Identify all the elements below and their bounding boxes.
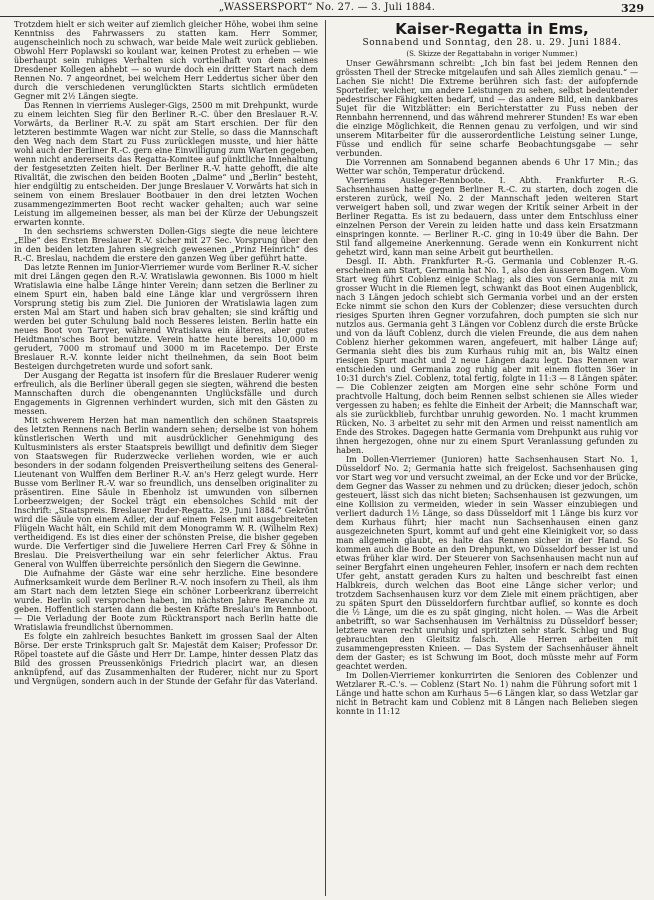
left-column <box>14 20 318 892</box>
paragraph: Die Vorrennen am Sonnabend begannen abends 6 Uhr 17 Min.; das Wetter war schön, Temperatur drückend. <box>336 158 638 176</box>
paragraph: Der Ausgang der Regatta ist insofern für die Breslauer Ruderer wenig erfreulich, als die Berliner überall gegen sie siegten, während die besten Mannschaften durch die obengenannten Unglücksfälle und durch Engagements in Gigrennen verhindert wurden, sich mit den Gästen zu messen. <box>14 371 318 416</box>
paragraph: Desgl. II. Abth. Frankfurter R.-G. Germania und Coblenzer R.-G. erscheinen am Start, Germania hat No. 1, also den äusseren Bogen. Vom Start weg führt Coblenz einige Schlag; als dies von Germania mit zu grosser Wucht in die Riemen legt, schwankt das Boot einen Augenblick, nach 3 Längen jedoch schiebt sich Germania vorbei und an der ersten Ecke nimmt sie schon den Kurs der Coblenzer; diese versuchten durch riesiges Spurten ihren Gegner vorzufahren, doch pumpten sie sich nur nutzlos aus. Germania geht 3 Längen vor Coblenz durch die erste Brücke und von da läuft Coblenz, durch die vielen Freunde, die aus dem nahen Coblenz hierher gekommen waren, angefeuert, mit halber Länge auf; Germania sieht dies bis zum Kurhaus ruhig mit an, bis Waltz einen riesigen Spurt macht und 2 neue Längen dazu legt. Das Rennen war entschieden und Germania zog ruhig aber mit einem flotten 36er in 10:31 durch's Ziel. Coblenz, total fertig, folgte in 11:3 — 8 Längen später. — Die Coblenzer zeigten am Morgen eine sehr schöne Form und prachtvolle Haltung, doch beim Rennen selbst schienen sie Alles wieder vergessen zu haben; es fehlte die Einheit der Arbeit; die Mannschaft war, als sie zurückblieb, furchtbar unruhig geworden. No. 1 macht krummen Rücken, No. 3 arbeitet zu sehr mit den Armen und reisst namentlich am Ende des Strokes. Dagegen hatte Germania vom Drehpunkt aus ruhig vor ihnen hergezogen, ohne nur zu einem Spurt Veranlassung gefunden zu haben. <box>336 257 638 455</box>
paragraph: Das letzte Rennen im Junior-Vierriemer wurde vom Berliner R.-V. sicher mit drei Längen gegen den R.-V. Wratislawia gewonnen. Bis 1000 m hielt Wratislawia eine halbe Länge hinter Verein; dann setzen die Berliner zu einem Spurt ein, haben bald eine Länge klar und vergrössern ihren Vorsprung stetig bis zum Ziel. Die Junioren der Wratislawia lagen zum ersten Mal am Start und haben sich brav gehalten; sie sind kräftig und werden bei guter Schulung bald noch Besseres leisten. Berlin hatte ein neues Boot von Tarryer, während Wratislawa ein älteres, aber gutes Heidtmann'sches Boot benutzte. Verein hatte heute bereits 10,000 m gerudert, 7000 m stromauf und 3000 m im Racetempo. Der Erste Breslauer R.-V. konnte leider nicht theilnehmen, da sein Boot beim Besteigen durchgetreten wurde und sofort sank. <box>14 263 318 371</box>
article-note: (S. Skizze der Regattabahn in voriger Nummer.) <box>406 50 578 58</box>
paragraph: Mit schwerem Herzen hat man namentlich den schönen Staatspreis des letzten Rennens nach Berlin wandern sehen; derselbe ist von hohem künstlerischen Werth und mit ausdrücklicher Genehmigung des Kultusministers als erster Staatspreis bewilligt und definitiv dem Sieger von Staatswegen für Ruderzwecke verliehen worden, wie er auch besonders in der sodann folgenden Preisvertheilung seitens des General-Lieutenant von Wulffen dem Berliner R.-V. an's Herz gelegt wurde. Herr Busse vom Berliner R.-V. war so freundlich, uns denselben originaliter zu präsentiren. Eine Säule in Ebenholz ist umwunden von silbernen Lorbeerzweigen; der Sockel trägt ein ebensolches Schild mit der Inschrift: „Staatspreis. Breslauer Ruder-Regatta. 29. Juni 1884.“ Gekrönt wird die Säule von einem Adler, der auf einem Felsen mit ausgebreiteten Flügeln Wacht hält, ein Schild mit dem Monogramm W. R. (Wilhelm Rex) vertheidigend. Es ist dies einer der schönsten Preise, die bisher gegeben wurde. Die Verfertiger sind die Juweliere Herren Carl Frey & Söhne in Breslau. Die Preisvertheilung war ein sehr feierlicher Aktus. Frau General von Wulffen überreichte persönlich den Siegern die Gewinne. <box>14 416 318 569</box>
column-divider <box>325 20 326 896</box>
paragraph: Im Dollen-Vierriemer (Junioren) hatte Sachsenhausen Start No. 1, Düsseldorf No. 2; Germania hatte sich freigelost. Sachsenhausen ging vor Start weg vor und versucht zweimal, an der Ecke und vor der Brücke, dem Gegner das Wasser zu nehmen und zu drücken; dieser jedoch, schön gesteuert, lässt sich das nicht bieten; Sachsenhausen ist gezwungen, um eine Kollision zu vermeiden, wieder in sein Wasser einzubiegen und verliert dadurch 1½ Länge, so dass Düsseldorf mit 1 Länge bis kurz vor dem Kurhaus führt; hier macht nun Sachsenhausen einen ganz ausgezeichneten Spurt, kommt auf und geht eine Kleinigkeit vor, so dass man allgemein glaubt, es halte das Rennen sicher in der Hand. So kommen auch die Boote an den Drehpunkt, wo Düsseldorf besser ist und etwas früher klar wird. Der Steuerer von Sachsenhausen macht nun auf seiner Bergfahrt einen ungeheuren Fehler, insofern er nach dem rechten Ufer geht, anstatt geraden Kurs zu halten und beschreibt fast einen Halbkreis, durch welchen das Boot eine Länge sicher verlor; und trotzdem Sachsenhausen kurz vor dem Ziele mit einem prächtigen, aber zu späten Spurt den Düsseldorfern furchtbar auflief, so konnte es doch die ½ Länge, um die es zu spät ginging, nicht holen. — Was die Arbeit anbetrifft, so war Sachsenhausen im Verhältniss zu Düsseldorf besser; letztere waren recht unruhig und spritzten sehr stark. Schlag und Bug gebrauchten den Gleitsitz falsch. Alle Herren arbeiten mit zusammengepressten Knieen. — Das System der Sachsenhäuser ähnelt dem der Gaster; es ist Schwung im Boot, doch müsste mehr auf Form geachtet werden. <box>336 455 638 671</box>
paragraph: Das Rennen in vierriems Ausleger-Gigs, 2500 m mit Drehpunkt, wurde zu einem leichten Sieg für den Berliner R.-C. über den Breslauer R.-V. Vorwärts, da Berliner R.-V. zu spät am Start erschien. Der für den letzteren bestimmte Wagen war nicht zur Stelle, so dass die Mannschaft den Weg nach dem Start zu Fuss zurücklegen musste, und hier hätte wohl auch der Berliner R.-C. gern eine Einwilligung zum Warten gegeben, wenn nicht andererseits das Regatta-Komitee auf pünktliche Innehaltung der festgesetzten Zeiten hielt. Der Berliner R.-V. hatte gehofft, die alte Rivalität, die zwischen den beiden Booten „Dalme“ und „Berlin“ besteht, hier endgültig zu entscheiden. Der junge Breslauer V. Vorwärts hat sich in seinem von einem Breslauer Bootbauer in den drei letzten Wochen zusammengezimmerten Boot recht wacker gehalten; auch war seine Leistung im allgemeinen besser, als man bei der Kürze der Uebungszeit erwarten konnte. <box>14 101 318 227</box>
paragraph: Unser Gewährsmann schreibt: „Ich bin fast bei jedem Rennen den grössten Theil der Strecke mitgelaufen und sah Alles ziemlich genau.“ — Lachen Sie nicht! Die Extreme berühren sich fast: der aufopfernde Sporteifer, welcher, um andere Leistungen zu sehen, selbst bedeutender pedestrischer Fähigkeiten bedarf, und — das andere Bild, ein dankbares Sujet für die Witzblätter: ein Berichterstatter zu Fuss neben der Rennbahn herrennend, und das während mehrerer Stunden! Es war eben die einzige Möglichkeit, die Rennen genau zu verfolgen, und wir sind unserem Mitarbeiter für die ausserordentliche Leistung seiner Lunge, Füsse und endlich für seine scharfe Beobachtungsgabe — sehr verbunden. <box>336 59 638 158</box>
running-title: „WASSERSPORT“ No. 27. — 3. Juli 1884. <box>218 2 436 13</box>
paragraph: In den sechsriems schwersten Dollen-Gigs siegte die neue leichtere „Elbe“ des Ersten Breslauer R.-V. sicher mit 27 Sec. Vorsprung über den in den beiden letzten Jahren siegreich gewesenen „Prinz Heinrich“ des R.-C. Breslau, nachdem die erstere den ganzen Weg über geführt hatte. <box>14 227 318 263</box>
page-number: 329 <box>621 2 644 15</box>
right-column <box>336 20 638 892</box>
paragraph: Vierriems Ausleger-Rennboote. I. Abth. Frankfurter R.-G. Sachsenhausen hatte gegen Berliner R.-C. zu starten, doch zogen die ersteren zurück, weil No. 2 der Mannschaft jeden weiteren Start verweigert haben soll, und zwar wegen der Kritik seiner Arbeit in der Berliner Regatta. Es ist zu bedauern, dass unter dem Entschluss einer einzelnen Person der Verein zu leiden hatte und dass kein Ersatzmann einspringen konnte. — Berliner R.-C. ging in 10:49 über die Bahn. Der Stil fand allgemeine Anerkennung. Gerade wenn ein Konkurrent nicht gehetzt wird, kann man seine Arbeit gut beurtheilen. <box>336 176 638 257</box>
paragraph: Es folgte ein zahlreich besuchtes Bankett im grossen Saal der Alten Börse. Der erste Trinkspruch galt Sr. Majestät dem Kaiser; Professor Dr. Röpel toastete auf die Gäste und Herr Dr. Lampe, hinter dessen Platz das Bild des grossen Preussenkönigs Friedrich placirt war, an diesen anknüpfend, auf das Zusammenhalten der Ruderer, nicht nur zu Sport und Vergnügen, sondern auch in der Stunde der Gefahr für das Vaterland. <box>14 632 318 686</box>
paragraph: Im Dollen-Vierriemer konkurrirten die Senioren des Coblenzer und Wetzlarer R.-C.'s. — Coblenz (Start No. 1) nahm die Führung sofort mit 1 Länge und hatte schon am Kurhaus 5—6 Längen klar, so dass Wetzlar gar nicht in Betracht kam und Coblenz mit 8 Längen nach Belieben siegen konnte in 11:12 <box>336 671 638 716</box>
article-title: Kaiser-Regatta in Ems, <box>395 20 589 38</box>
header-rule <box>0 16 654 17</box>
page-header <box>0 0 654 18</box>
article-subtitle: Sonnabend und Sonntag, den 28. u. 29. Juni 1884. <box>362 38 622 48</box>
paragraph: Die Aufnahme der Gäste war eine sehr herzliche. Eine besondere Aufmerksamkeit wurde dem Berliner R.-V. noch insofern zu Theil, als ihm am Start nach dem letzten Siege ein schöner Lorbeerkranz überreicht wurde. Berlin soll versprochen haben, im nächsten Jahre Revanche zu geben. Hoffentlich starten dann die besten Kräfte Breslau's im Rennboot. — Die Verladung der Boote zum Rücktransport nach Berlin hatte die Wratislawia freundlichst übernommen. <box>14 569 318 632</box>
paragraph: Trotzdem hielt er sich weiter auf ziemlich gleicher Höhe, wobei ihm seine Kenntniss des Fahrwassers zu statten kam. Herr Sommer, augenscheinlich noch zu schwach, war beide Male weit zurück geblieben. Obwohl Herr Poplawski so koulant war, keinen Protest zu erheben — wie überhaupt sein ruhiges Verhalten sich vortheilhaft von dem seines Dresdener Kollegen abhebt — so wurde doch ein dritter Start nach dem Rennen No. 7 angeordnet, bei welchem Herr Leddertus sicher über den durch die verschiedenen verunglückten Starts sichtlich ermüdeten Gegner mit 2½ Längen siegte. <box>14 20 318 101</box>
